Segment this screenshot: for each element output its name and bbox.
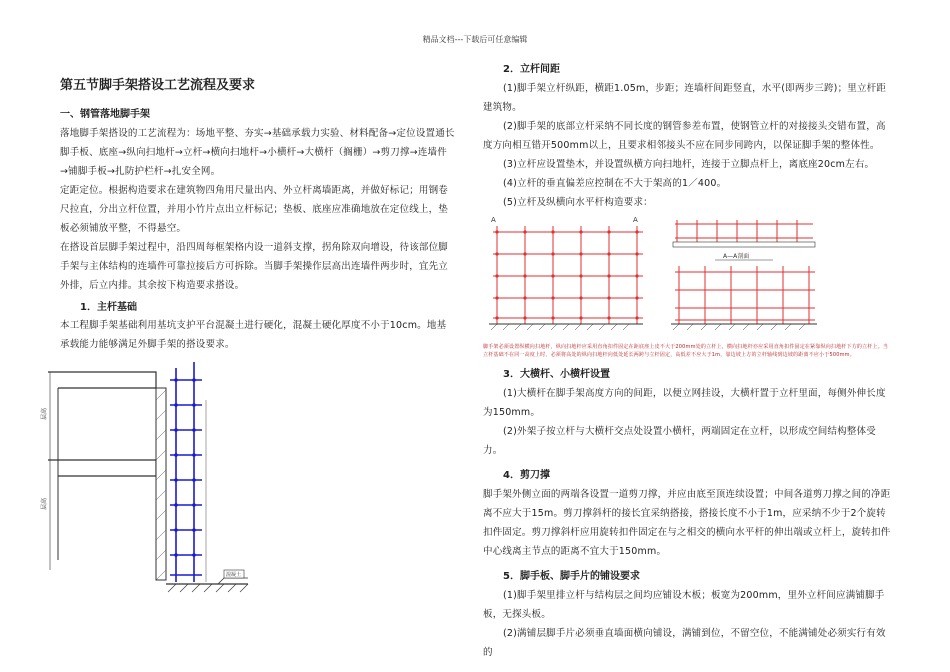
base-label: 混凝土 [226, 572, 242, 578]
section-aa-label: A—A剖面 [723, 253, 750, 260]
right-column [483, 60, 893, 662]
para-bars-1: (1)大横杆在脚手架高度方向的间距，以便立网挂设，大横杆置于立杆里面，每侧外伸长度为150mm。 [483, 388, 886, 418]
para-process: 落地脚手架搭设的工艺流程为：场地平整、夯实→基础承载力实验、材料配备→定位设置通长脚手板、底座→纵向扫地杆→立杆→横向扫地杆→小横杆→大横杆（搁栅）→剪刀撑→连墙件→铺脚手板→扎防护栏杆→扎安全网。 [60, 128, 455, 177]
para-plank-2: (2)满铺层脚手片必须垂直墙面横向铺设，满铺到位，不留空位，不能满铺处必须实行有效的 [483, 628, 886, 658]
heading-steel-scaffold: 一、钢管落地脚手架 [60, 109, 150, 120]
section-mark-a2: A [633, 216, 638, 224]
para-spacing-5: (5)立杆及纵横向水平杆构造要求： [503, 197, 653, 208]
pole-layout-drawing [483, 212, 893, 340]
para-brace: 脚手架外侧立面的两端各设置一道剪刀撑，并应由底至顶连续设置；中间各道剪刀撑之间的净距离不应大于15m。剪刀撑斜杆的接长宜采纳搭接，搭接长度不小于1m，应采纳不少于2个旋转扣件固定。剪刀撑斜杆应用旋转扣件固定在与之相交的横向水平杆的伸出端或立杆上，旋转扣件中心线离主节点的距离不宜大于150mm。 [483, 489, 891, 557]
para-spacing-3: (3)立杆应设置垫木，并设置纵横方向扫地杆，连接于立脚点杆上，离底座20cm左右。 [503, 159, 875, 170]
section-mark-a1: A [491, 216, 496, 224]
para-spacing-1: (1)脚手架立杆纵距，横距1.05m，步距；连墙杆间距竖直，水平(即两步三跨)；里立杆距建筑物。 [483, 83, 887, 113]
heading-bars: 3．大横杆、小横杆设置 [503, 369, 610, 380]
para-foundation: 本工程脚手架基础利用基坑支护平台混凝土进行硬化，混凝土硬化厚度不小于10cm。地基承载能力能够满足外脚手架的搭设要求。 [60, 320, 447, 350]
para-spacing-4: (4)立杆的垂直偏差应控制在不大于架高的1／400。 [503, 178, 727, 189]
section-title: 第五节脚手架搭设工艺流程及要求 [60, 78, 256, 93]
page-header: 精品文档---下载后可任意编辑 [422, 35, 528, 44]
heading-spacing: 2．立杆间距 [503, 64, 560, 75]
para-bars-2: (2)外架子按立杆与大横杆交点处设置小横杆，两端固定在立杆，以形成空间结构整体受力。 [483, 426, 876, 456]
floor-height-label-2: 层高 [41, 497, 48, 510]
scaffold-section-drawing [41, 360, 288, 610]
para-spacing-2: (2)脚手架的底部立杆采纳不同长度的钢管参差布置，使钢管立杆的对接接头交错布置，高度方向相互错开500mm以上，且要求相邻接头不应在同步同跨内，以保证脚手架的整体性。 [483, 121, 886, 151]
floor-height-label: 层高 [41, 407, 48, 420]
heading-plank: 5．脚手板、脚手片的铺设要求 [503, 571, 640, 582]
para-locate: 定距定位。根据构造要求在建筑物四角用尺量出内、外立杆离墙距离，并做好标记；用钢卷尺拉直，分出立杆位置，并用小竹片点出立杆标记；垫板、底座应准确地放在定位线上，垫板必须铺放平整，不得悬空。 [60, 185, 449, 234]
heading-foundation: 1．主杆基础 [80, 302, 137, 313]
left-column [41, 60, 455, 610]
para-erect: 在搭设首层脚手架过程中，沿四周每框架格内设一道斜支撑，拐角除双向增设，待该部位脚手架与主体结构的连墙件可靠拉接后方可拆除。当脚手架操作层高出连墙件两步时，宜先立外排，后立内排。其余按下构造要求搭设。 [60, 242, 449, 291]
heading-brace: 4．剪刀撑 [503, 470, 550, 481]
para-plank-1: (1)脚手架里排立杆与结构层之间均应铺设木板；板宽为200mm，里外立杆间应满铺脚手板，无探头板。 [483, 590, 885, 620]
figure-caption: 脚手架必须设置纵横向扫地杆，纵向扫地杆应采用直角扣件固定在距底座上皮不大于200mm处的立杆上，横向扫地杆亦应采用直角扣件固定在紧靠纵向扫地杆下方的立杆上。当立杆基础不在同一高度上时，必须将高处的纵向扫地杆向低处延长两跨与立杆固定，高低差不应大于1m，靠边坡上方的立杆轴线到边坡的距离不应小于500mm。 [483, 344, 889, 358]
